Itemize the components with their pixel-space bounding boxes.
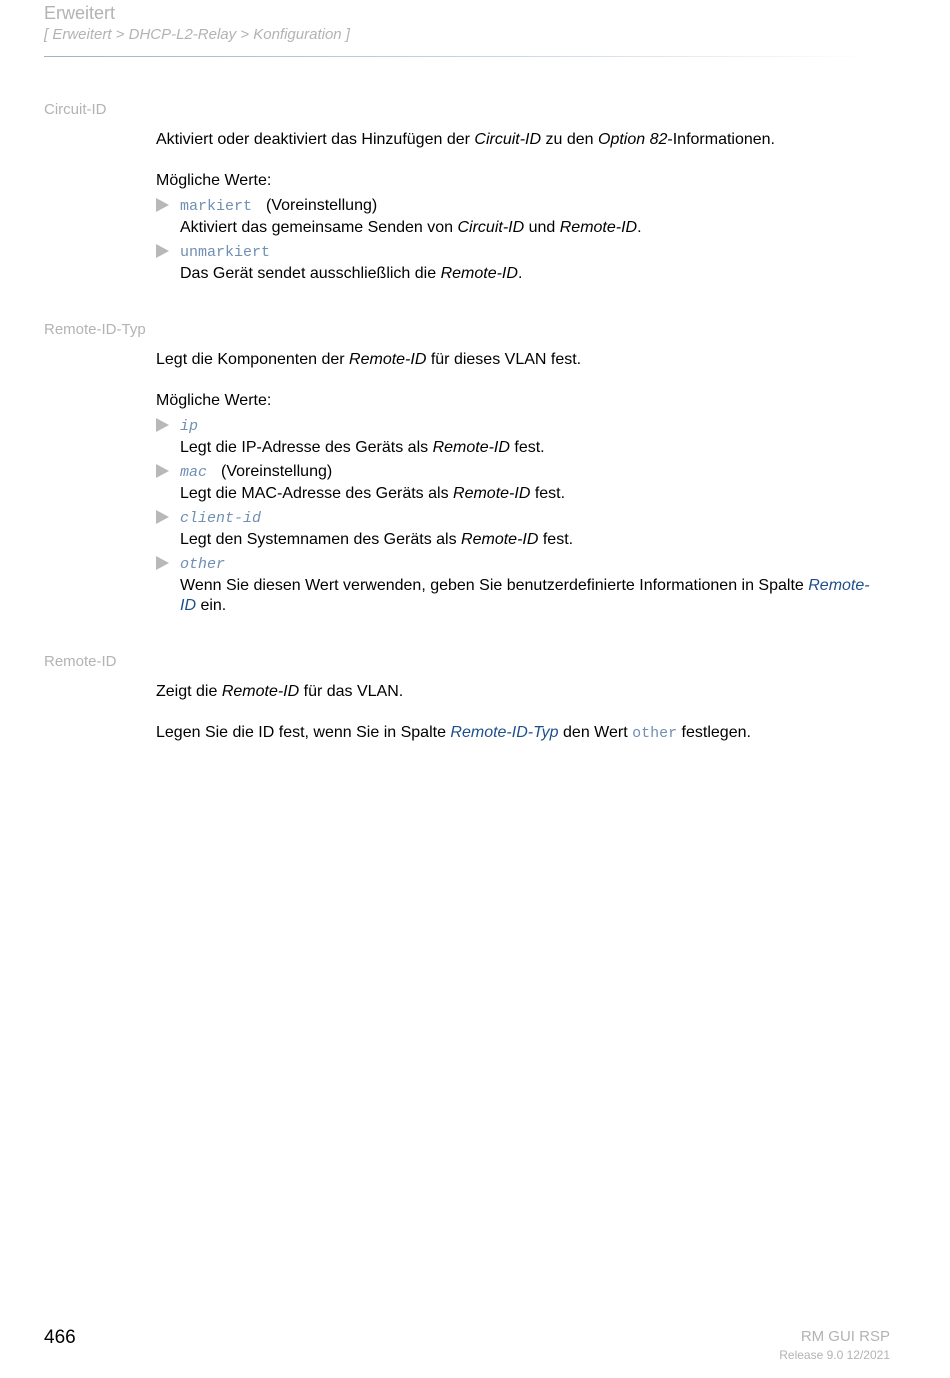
option-default-note: (Voreinstellung) (221, 463, 333, 480)
page-number: 466 (44, 1327, 76, 1348)
option-default-note: (Voreinstellung) (266, 197, 378, 214)
bullet-triangle-icon (156, 510, 169, 524)
breadcrumb: [ Erweitert > DHCP-L2-Relay > Konfiguration ] (44, 26, 350, 43)
bullet-triangle-icon (156, 198, 169, 212)
option-description: Das Gerät sendet ausschließlich die Remote-ID. (180, 264, 523, 282)
remote-id-description: Zeigt die Remote-ID für das VLAN. (156, 683, 404, 700)
bullet-triangle-icon (156, 244, 169, 258)
option-description: Legt den Systemnamen des Geräts als Remote-ID fest. (180, 530, 574, 548)
remote-id-typ-option-other (156, 554, 876, 617)
param-name-remote-id: Remote-ID (44, 653, 117, 670)
remote-id-typ-option-ip (156, 416, 876, 458)
remote-id-typ-option-mac (156, 462, 876, 504)
footer-document-title: RM GUI RSP (800, 1328, 890, 1345)
remote-id-note: Legen Sie die ID fest, wenn Sie in Spalte Remote-ID-Typ den Wert other festlegen. (156, 724, 751, 742)
circuit-id-values-label: Mögliche Werte: (156, 172, 272, 189)
bullet-triangle-icon (156, 556, 169, 570)
circuit-id-description: Aktiviert oder deaktiviert das Hinzufügen der Circuit-ID zu den Option 82-Informationen. (156, 131, 775, 148)
option-value: markiert (180, 198, 253, 215)
option-value: unmarkiert (180, 244, 271, 261)
header-divider (44, 56, 874, 57)
option-value: mac (180, 464, 208, 481)
remote-id-column-link[interactable]: Remote-ID (180, 576, 870, 614)
remote-id-typ-column-link[interactable]: Remote-ID-Typ (450, 724, 559, 741)
option-value: client-id (180, 510, 262, 527)
footer-release: Release 9.0 12/2021 (779, 1348, 890, 1362)
option-description: Wenn Sie diesen Wert verwenden, geben Sie benutzerdefinierte Informationen in Spalte Remote-ID ein. (180, 576, 870, 614)
remote-id-typ-option-client-id (156, 508, 876, 550)
remote-id-typ-description: Legt die Komponenten der Remote-ID für dieses VLAN fest. (156, 351, 582, 368)
bullet-triangle-icon (156, 418, 169, 432)
remote-id-typ-values-label: Mögliche Werte: (156, 392, 272, 409)
bullet-triangle-icon (156, 464, 169, 478)
param-name-remote-id-typ: Remote-ID-Typ (44, 321, 146, 338)
circuit-id-option-unmarkiert (156, 242, 876, 284)
option-value: ip (180, 418, 199, 435)
option-description: Aktiviert das gemeinsame Senden von Circuit-ID und Remote-ID. (180, 218, 642, 236)
option-value: other (180, 556, 226, 573)
page-title: Erweitert (44, 3, 116, 23)
circuit-id-option-markiert (156, 196, 876, 238)
option-description: Legt die IP-Adresse des Geräts als Remote-ID fest. (180, 438, 545, 456)
param-name-circuit-id: Circuit-ID (44, 101, 107, 118)
option-description: Legt die MAC-Adresse des Geräts als Remote-ID fest. (180, 484, 566, 502)
option-value-other: other (632, 725, 678, 742)
